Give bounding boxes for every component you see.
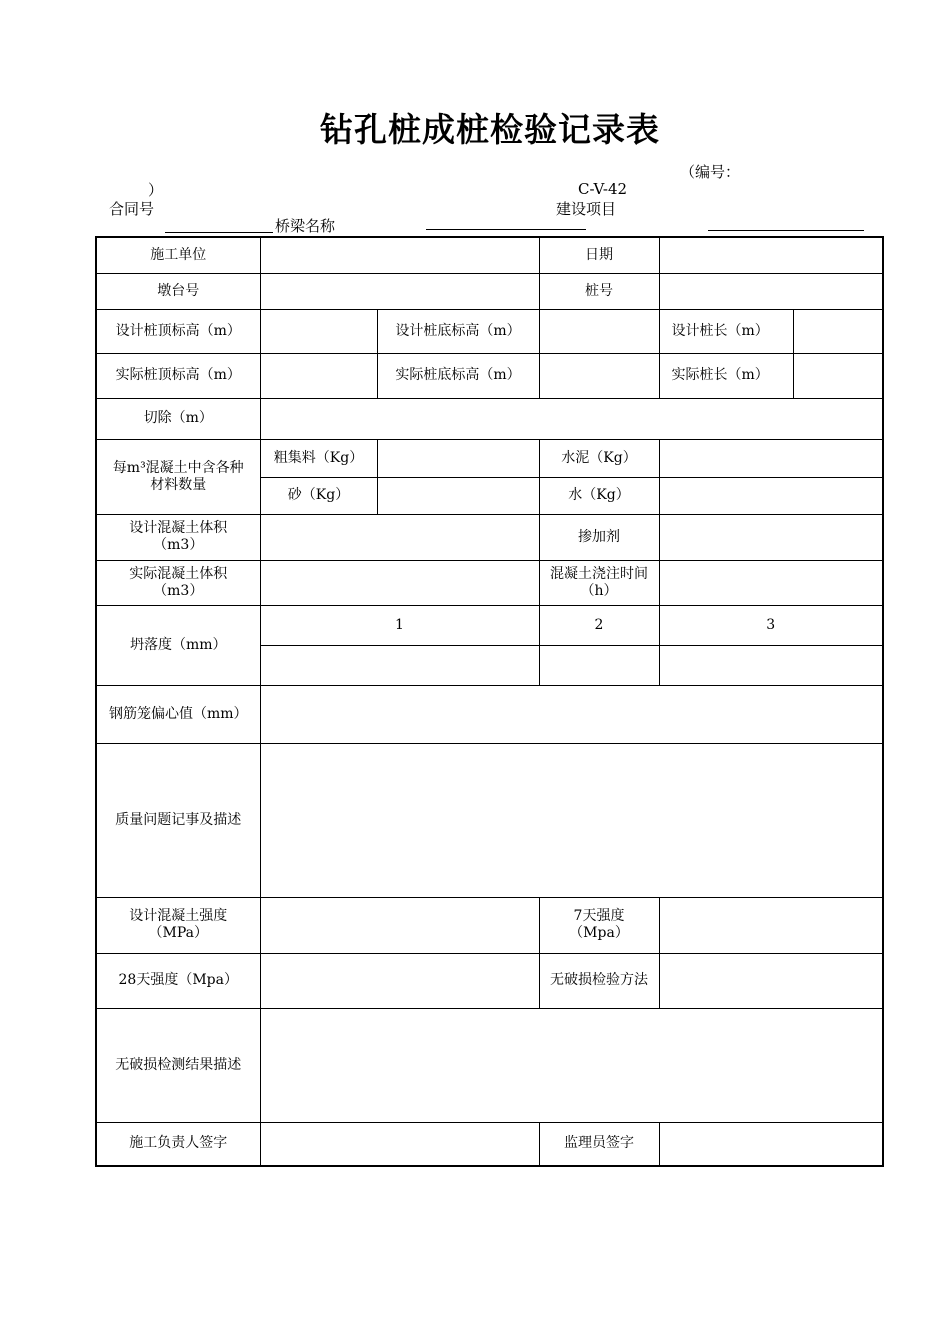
slump-label: 坍落度（mm） bbox=[96, 605, 260, 685]
pier-no-value[interactable] bbox=[260, 273, 539, 309]
pile-no-value[interactable] bbox=[659, 273, 883, 309]
design-top-elev-label: 设计桩顶标高（m） bbox=[96, 309, 260, 353]
sand-value[interactable] bbox=[377, 477, 539, 514]
contract-underline bbox=[165, 232, 273, 233]
quality-issues-value[interactable] bbox=[260, 743, 883, 897]
cement-value[interactable] bbox=[659, 439, 883, 477]
serial-close: ） bbox=[148, 181, 164, 199]
pier-no-label: 墩台号 bbox=[96, 273, 260, 309]
contract-label: 合同号 bbox=[109, 200, 155, 218]
mix-quantity-label: 每m³混凝土中含各种 材料数量 bbox=[96, 439, 260, 514]
actual-volume-label: 实际混凝土体积 （m3） bbox=[96, 560, 260, 605]
actual-length-value[interactable] bbox=[793, 353, 883, 398]
actual-volume-value[interactable] bbox=[260, 560, 539, 605]
cut-off-label: 切除（m） bbox=[96, 398, 260, 439]
strength-28d-label: 28天强度（Mpa） bbox=[96, 953, 260, 1008]
coarse-aggregate-label: 粗集料（Kg） bbox=[260, 439, 377, 477]
builder-sign-value[interactable] bbox=[260, 1122, 539, 1166]
cement-label: 水泥（Kg） bbox=[539, 439, 659, 477]
cage-eccentricity-label: 钢筋笼偏心值（mm） bbox=[96, 685, 260, 743]
design-strength-label: 设计混凝土强度 （MPa） bbox=[96, 897, 260, 953]
coarse-aggregate-value[interactable] bbox=[377, 439, 539, 477]
actual-top-elev-label: 实际桩顶标高（m） bbox=[96, 353, 260, 398]
slump-value-3[interactable] bbox=[659, 645, 883, 685]
inspection-form-table bbox=[95, 236, 884, 1167]
actual-length-label: 实际桩长（m） bbox=[659, 353, 793, 398]
design-length-label: 设计桩长（m） bbox=[659, 309, 793, 353]
project-underline bbox=[708, 230, 864, 231]
date-value[interactable] bbox=[659, 237, 883, 273]
design-length-value[interactable] bbox=[793, 309, 883, 353]
water-value[interactable] bbox=[659, 477, 883, 514]
ndt-result-value[interactable] bbox=[260, 1008, 883, 1122]
builder-sign-label: 施工负责人签字 bbox=[96, 1122, 260, 1166]
project-label: 建设项目 bbox=[556, 200, 617, 218]
serial-label: （编号： bbox=[680, 163, 741, 181]
water-label: 水（Kg） bbox=[539, 477, 659, 514]
date-label: 日期 bbox=[539, 237, 659, 273]
design-volume-value[interactable] bbox=[260, 514, 539, 560]
page-title: 钻孔桩成桩检验记录表 bbox=[320, 110, 660, 149]
slump-value-2[interactable] bbox=[539, 645, 659, 685]
design-top-elev-value[interactable] bbox=[260, 309, 377, 353]
strength-7d-label: 7天强度 （Mpa） bbox=[539, 897, 659, 953]
design-bottom-elev-value[interactable] bbox=[539, 309, 659, 353]
bridge-underline bbox=[426, 229, 586, 230]
pile-no-label: 桩号 bbox=[539, 273, 659, 309]
ndt-result-label: 无破损检测结果描述 bbox=[96, 1008, 260, 1122]
ndt-method-label: 无破损检验方法 bbox=[539, 953, 659, 1008]
quality-issues-label: 质量问题记事及描述 bbox=[96, 743, 260, 897]
slump-col-1: 1 bbox=[260, 605, 539, 645]
slump-col-3: 3 bbox=[659, 605, 883, 645]
actual-bottom-elev-value[interactable] bbox=[539, 353, 659, 398]
supervisor-sign-label: 监理员签字 bbox=[539, 1122, 659, 1166]
construction-unit-value[interactable] bbox=[260, 237, 539, 273]
supervisor-sign-value[interactable] bbox=[659, 1122, 883, 1166]
admixture-label: 掺加剂 bbox=[539, 514, 659, 560]
slump-col-2: 2 bbox=[539, 605, 659, 645]
slump-value-1[interactable] bbox=[260, 645, 539, 685]
pour-time-value[interactable] bbox=[659, 560, 883, 605]
ndt-method-value[interactable] bbox=[659, 953, 883, 1008]
strength-28d-value[interactable] bbox=[260, 953, 539, 1008]
design-volume-label: 设计混凝土体积 （m3） bbox=[96, 514, 260, 560]
strength-7d-value[interactable] bbox=[659, 897, 883, 953]
cut-off-value[interactable] bbox=[260, 398, 883, 439]
design-strength-value[interactable] bbox=[260, 897, 539, 953]
cage-eccentricity-value[interactable] bbox=[260, 685, 883, 743]
actual-top-elev-value[interactable] bbox=[260, 353, 377, 398]
construction-unit-label: 施工单位 bbox=[96, 237, 260, 273]
actual-bottom-elev-label: 实际桩底标高（m） bbox=[377, 353, 539, 398]
sand-label: 砂（Kg） bbox=[260, 477, 377, 514]
design-bottom-elev-label: 设计桩底标高（m） bbox=[377, 309, 539, 353]
form-code: C-V-42 bbox=[578, 180, 628, 198]
pour-time-label: 混凝土浇注时间 （h） bbox=[539, 560, 659, 605]
admixture-value[interactable] bbox=[659, 514, 883, 560]
bridge-label: 桥梁名称 bbox=[275, 217, 336, 235]
